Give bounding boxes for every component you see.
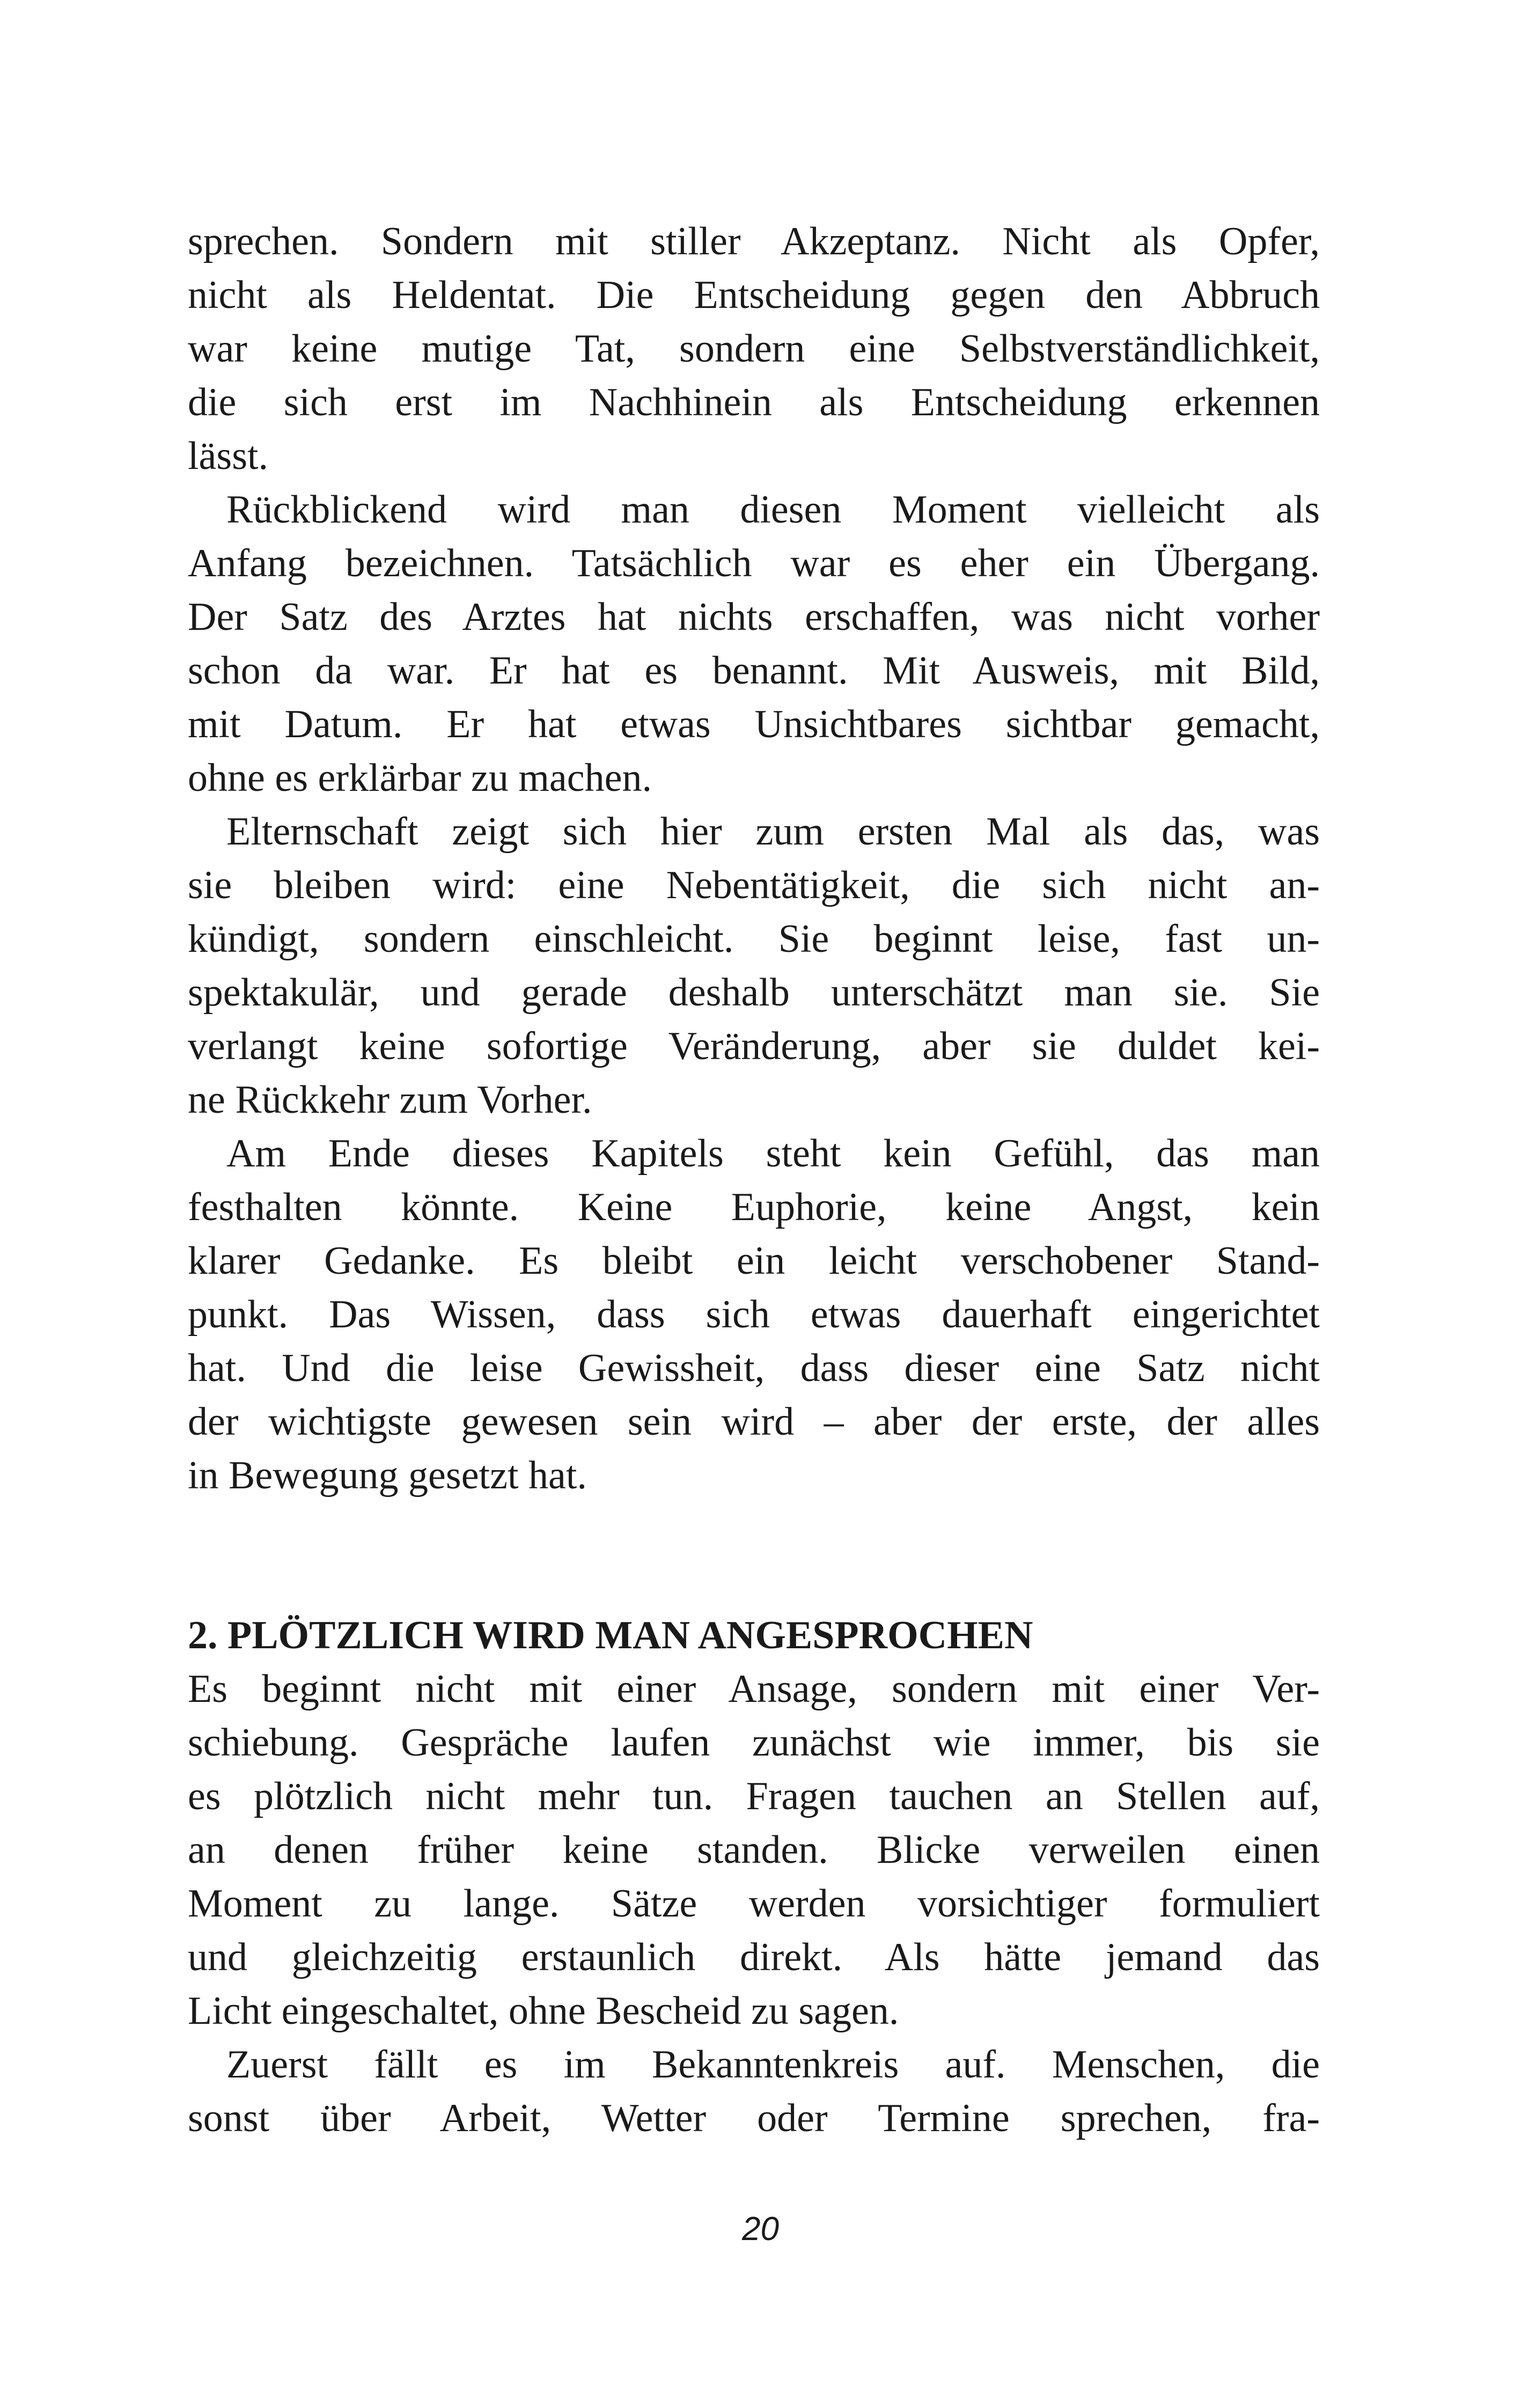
text-line: verlangt keine sofortige Veränderung, aber sie duldet kei- [188,1024,1320,1068]
text-line: schon da war. Er hat es benannt. Mit Ausweis, mit Bild, [188,649,1320,693]
paragraph-continuation [188,215,1320,483]
text-line: Der Satz des Arztes hat nichts erschaffen, was nicht vorher [188,595,1320,639]
text-line: lässt. [188,434,269,478]
text-line: ohne es erklärbar zu machen. [188,756,652,800]
text-line: in Bewegung gesetzt hat. [188,1453,587,1497]
text-line: an denen früher keine standen. Blicke verweilen einen [188,1828,1320,1872]
text-line: punkt. Das Wissen, dass sich etwas dauerhaft eingerichtet [188,1293,1320,1337]
paragraph-es-beginnt [188,1662,1320,2038]
text-line: sie bleiben wird: eine Nebentätigkeit, die sich nicht an- [188,863,1320,907]
text-line: hat. Und die leise Gewissheit, dass dieser eine Satz nicht [188,1346,1320,1390]
text-line: Anfang bezeichnen. Tatsächlich war es eher ein Übergang. [188,541,1320,585]
section-heading: 2. PLÖTZLICH WIRD MAN ANGESPROCHEN [188,1613,1033,1657]
text-line: Zuerst fällt es im Bekanntenkreis auf. Menschen, die [226,2043,1320,2087]
paragraph-elternschaft [188,805,1320,1127]
text-line: mit Datum. Er hat etwas Unsichtbares sichtbar gemacht, [188,702,1320,746]
text-line: war keine mutige Tat, sondern eine Selbstverständlichkeit, [188,327,1320,371]
text-line: sonst über Arbeit, Wetter oder Termine sprechen, fra- [188,2096,1320,2140]
text-line: nicht als Heldentat. Die Entscheidung gegen den Abbruch [188,273,1320,317]
text-line: Am Ende dieses Kapitels steht kein Gefühl, das man [226,1132,1320,1176]
text-line: die sich erst im Nachhinein als Entscheidung erkennen [188,380,1320,424]
text-line: Moment zu lange. Sätze werden vorsichtiger formuliert [188,1882,1320,1926]
section-spacer [188,1502,1320,1609]
text-line: Es beginnt nicht mit einer Ansage, sondern mit einer Ver- [188,1667,1320,1711]
text-line: spektakulär, und gerade deshalb unterschätzt man sie. Sie [188,971,1320,1015]
text-line: Licht eingeschaltet, ohne Bescheid zu sagen. [188,1989,899,2033]
paragraph-am-ende [188,1127,1320,1502]
page-number: 20 [742,2211,779,2248]
text-line: kündigt, sondern einschleicht. Sie beginnt leise, fast un- [188,917,1320,961]
paragraph-rueckblickend [188,483,1320,805]
paragraph-zuerst [188,2038,1320,2145]
text-line: festhalten könnte. Keine Euphorie, keine Angst, kein [188,1185,1320,1229]
text-line: schiebung. Gespräche laufen zunächst wie immer, bis sie [188,1721,1320,1765]
text-line: klarer Gedanke. Es bleibt ein leicht verschobener Stand- [188,1239,1320,1283]
text-line: Elternschaft zeigt sich hier zum ersten Mal als das, was [226,810,1320,854]
text-line: Rückblickend wird man diesen Moment vielleicht als [226,488,1320,532]
body-text [188,215,1320,2145]
text-line: der wichtigste gewesen sein wird – aber der erste, der alles [188,1400,1320,1444]
text-line: und gleichzeitig erstaunlich direkt. Als hätte jemand das [188,1935,1320,1979]
text-line: ne Rückkehr zum Vorher. [188,1078,592,1122]
text-line: es plötzlich nicht mehr tun. Fragen tauchen an Stellen auf, [188,1774,1320,1818]
text-line: sprechen. Sondern mit stiller Akzeptanz. Nicht als Opfer, [188,219,1320,263]
